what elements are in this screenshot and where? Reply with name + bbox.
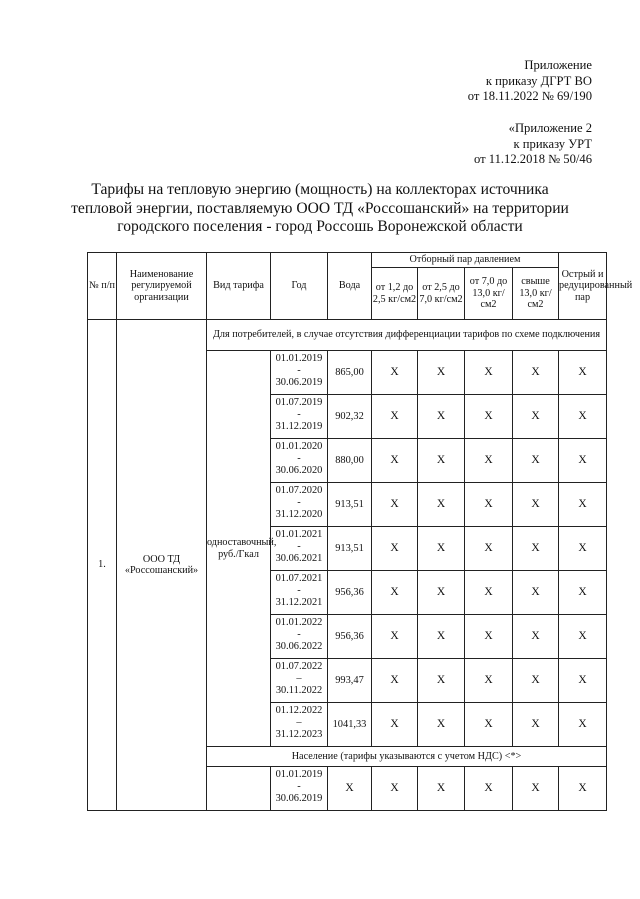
header-pressure-2: от 2,5 до 7,0 кг/см2 (418, 268, 465, 320)
document-title (60, 181, 580, 237)
appendix-header (468, 58, 592, 105)
steam-value: X (372, 483, 418, 527)
header-sharp-steam: Острый и редуцированный пар (559, 253, 607, 320)
water-value: 880,00 (328, 439, 372, 483)
steam-value: X (418, 351, 465, 395)
water-value: 902,32 (328, 395, 372, 439)
steam-value: X (513, 615, 559, 659)
water-value: 956,36 (328, 615, 372, 659)
steam-value: X (372, 703, 418, 747)
header-pressure-3: от 7,0 до 13,0 кг/см2 (465, 268, 513, 320)
title-line: Тарифы на тепловую энергию (мощность) на коллекторах источника (91, 181, 549, 198)
sharp-steam-value: X (559, 395, 607, 439)
appendix-line: Приложение (524, 58, 592, 72)
steam-value: X (372, 527, 418, 571)
header-steam-group: Отборный пар давлением (372, 253, 559, 268)
steam-value: X (418, 439, 465, 483)
header-pressure-4: свыше 13,0 кг/см2 (513, 268, 559, 320)
title-line: городского поселения - город Россошь Воронежской области (117, 218, 523, 235)
steam-value: X (372, 767, 418, 811)
steam-value: X (513, 527, 559, 571)
steam-value: X (418, 659, 465, 703)
tariff-type: одноставочный, руб./Гкал (207, 351, 271, 747)
period-cell: 01.12.2022 – 31.12.2023 (271, 703, 328, 747)
steam-value: X (418, 527, 465, 571)
steam-value: X (465, 527, 513, 571)
steam-value: X (513, 351, 559, 395)
sharp-steam-value: X (559, 571, 607, 615)
steam-value: X (513, 395, 559, 439)
header-year: Год (271, 253, 328, 320)
row-number: 1. (88, 320, 117, 811)
period-cell: 01.01.2022 - 30.06.2022 (271, 615, 328, 659)
steam-value: X (418, 483, 465, 527)
steam-value: X (513, 439, 559, 483)
appendix-line: от 18.11.2022 № 69/190 (467, 89, 592, 103)
steam-value: X (513, 571, 559, 615)
steam-value: X (513, 767, 559, 811)
header-organization: Наименование регулируемой организации (117, 253, 207, 320)
sharp-steam-value: X (559, 527, 607, 571)
steam-value: X (465, 615, 513, 659)
appendix-line: к приказу УРТ (513, 136, 592, 151)
steam-value: X (372, 659, 418, 703)
sharp-steam-value: X (559, 767, 607, 811)
steam-value: X (513, 483, 559, 527)
sharp-steam-value: X (559, 483, 607, 527)
header-tariff-type: Вид тарифа (207, 253, 271, 320)
section-header: Для потребителей, в случае отсутствия дифференциации тарифов по схеме подключения (207, 320, 607, 351)
appendix-line: к приказу ДГРТ ВО (485, 73, 592, 88)
sharp-steam-value: X (559, 615, 607, 659)
steam-value: X (418, 615, 465, 659)
water-value: 1041,33 (328, 703, 372, 747)
steam-value: X (465, 439, 513, 483)
header-water: Вода (328, 253, 372, 320)
water-value: 913,51 (328, 483, 372, 527)
water-value: 865,00 (328, 351, 372, 395)
steam-value: X (465, 571, 513, 615)
section-header: Население (тарифы указываются с учетом НДС) <*> (207, 747, 607, 767)
steam-value: X (418, 767, 465, 811)
steam-value: X (372, 395, 418, 439)
period-cell: 01.07.2021 - 31.12.2021 (271, 571, 328, 615)
appendix-line: от 11.12.2018 № 50/46 (474, 152, 592, 166)
appendix-line: «Приложение 2 (508, 121, 592, 135)
header-pressure-1: от 1,2 до 2,5 кг/см2 (372, 268, 418, 320)
steam-value: X (465, 483, 513, 527)
sharp-steam-value: X (559, 439, 607, 483)
steam-value: X (372, 571, 418, 615)
header-number: № п/п (88, 253, 117, 320)
organization-name: ООО ТД «Россошанский» (117, 320, 207, 811)
water-value: 993,47 (328, 659, 372, 703)
steam-value: X (465, 659, 513, 703)
period-cell: 01.07.2020 - 31.12.2020 (271, 483, 328, 527)
sharp-steam-value: X (559, 659, 607, 703)
previous-appendix-header (474, 121, 592, 168)
steam-value: X (465, 767, 513, 811)
period-cell: 01.07.2019 - 31.12.2019 (271, 395, 328, 439)
tariff-table (87, 252, 633, 811)
steam-value: X (465, 351, 513, 395)
period-cell: 01.01.2021 - 30.06.2021 (271, 527, 328, 571)
sharp-steam-value: X (559, 351, 607, 395)
period-cell: 01.01.2020 - 30.06.2020 (271, 439, 328, 483)
steam-value: X (465, 703, 513, 747)
water-value: X (328, 767, 372, 811)
steam-value: X (513, 703, 559, 747)
title-line: тепловой энергии, поставляемую ООО ТД «Россошанский» на территории (71, 199, 569, 217)
sharp-steam-value: X (559, 703, 607, 747)
steam-value: X (418, 395, 465, 439)
period-cell: 01.07.2022 – 30.11.2022 (271, 659, 328, 703)
water-value: 913,51 (328, 527, 372, 571)
tariff-type-empty (207, 767, 271, 811)
water-value: 956,36 (328, 571, 372, 615)
period-cell: 01.01.2019 - 30.06.2019 (271, 767, 328, 811)
steam-value: X (418, 571, 465, 615)
steam-value: X (513, 659, 559, 703)
steam-value: X (372, 615, 418, 659)
steam-value: X (372, 351, 418, 395)
steam-value: X (465, 395, 513, 439)
steam-value: X (418, 703, 465, 747)
period-cell: 01.01.2019 - 30.06.2019 (271, 351, 328, 395)
steam-value: X (372, 439, 418, 483)
